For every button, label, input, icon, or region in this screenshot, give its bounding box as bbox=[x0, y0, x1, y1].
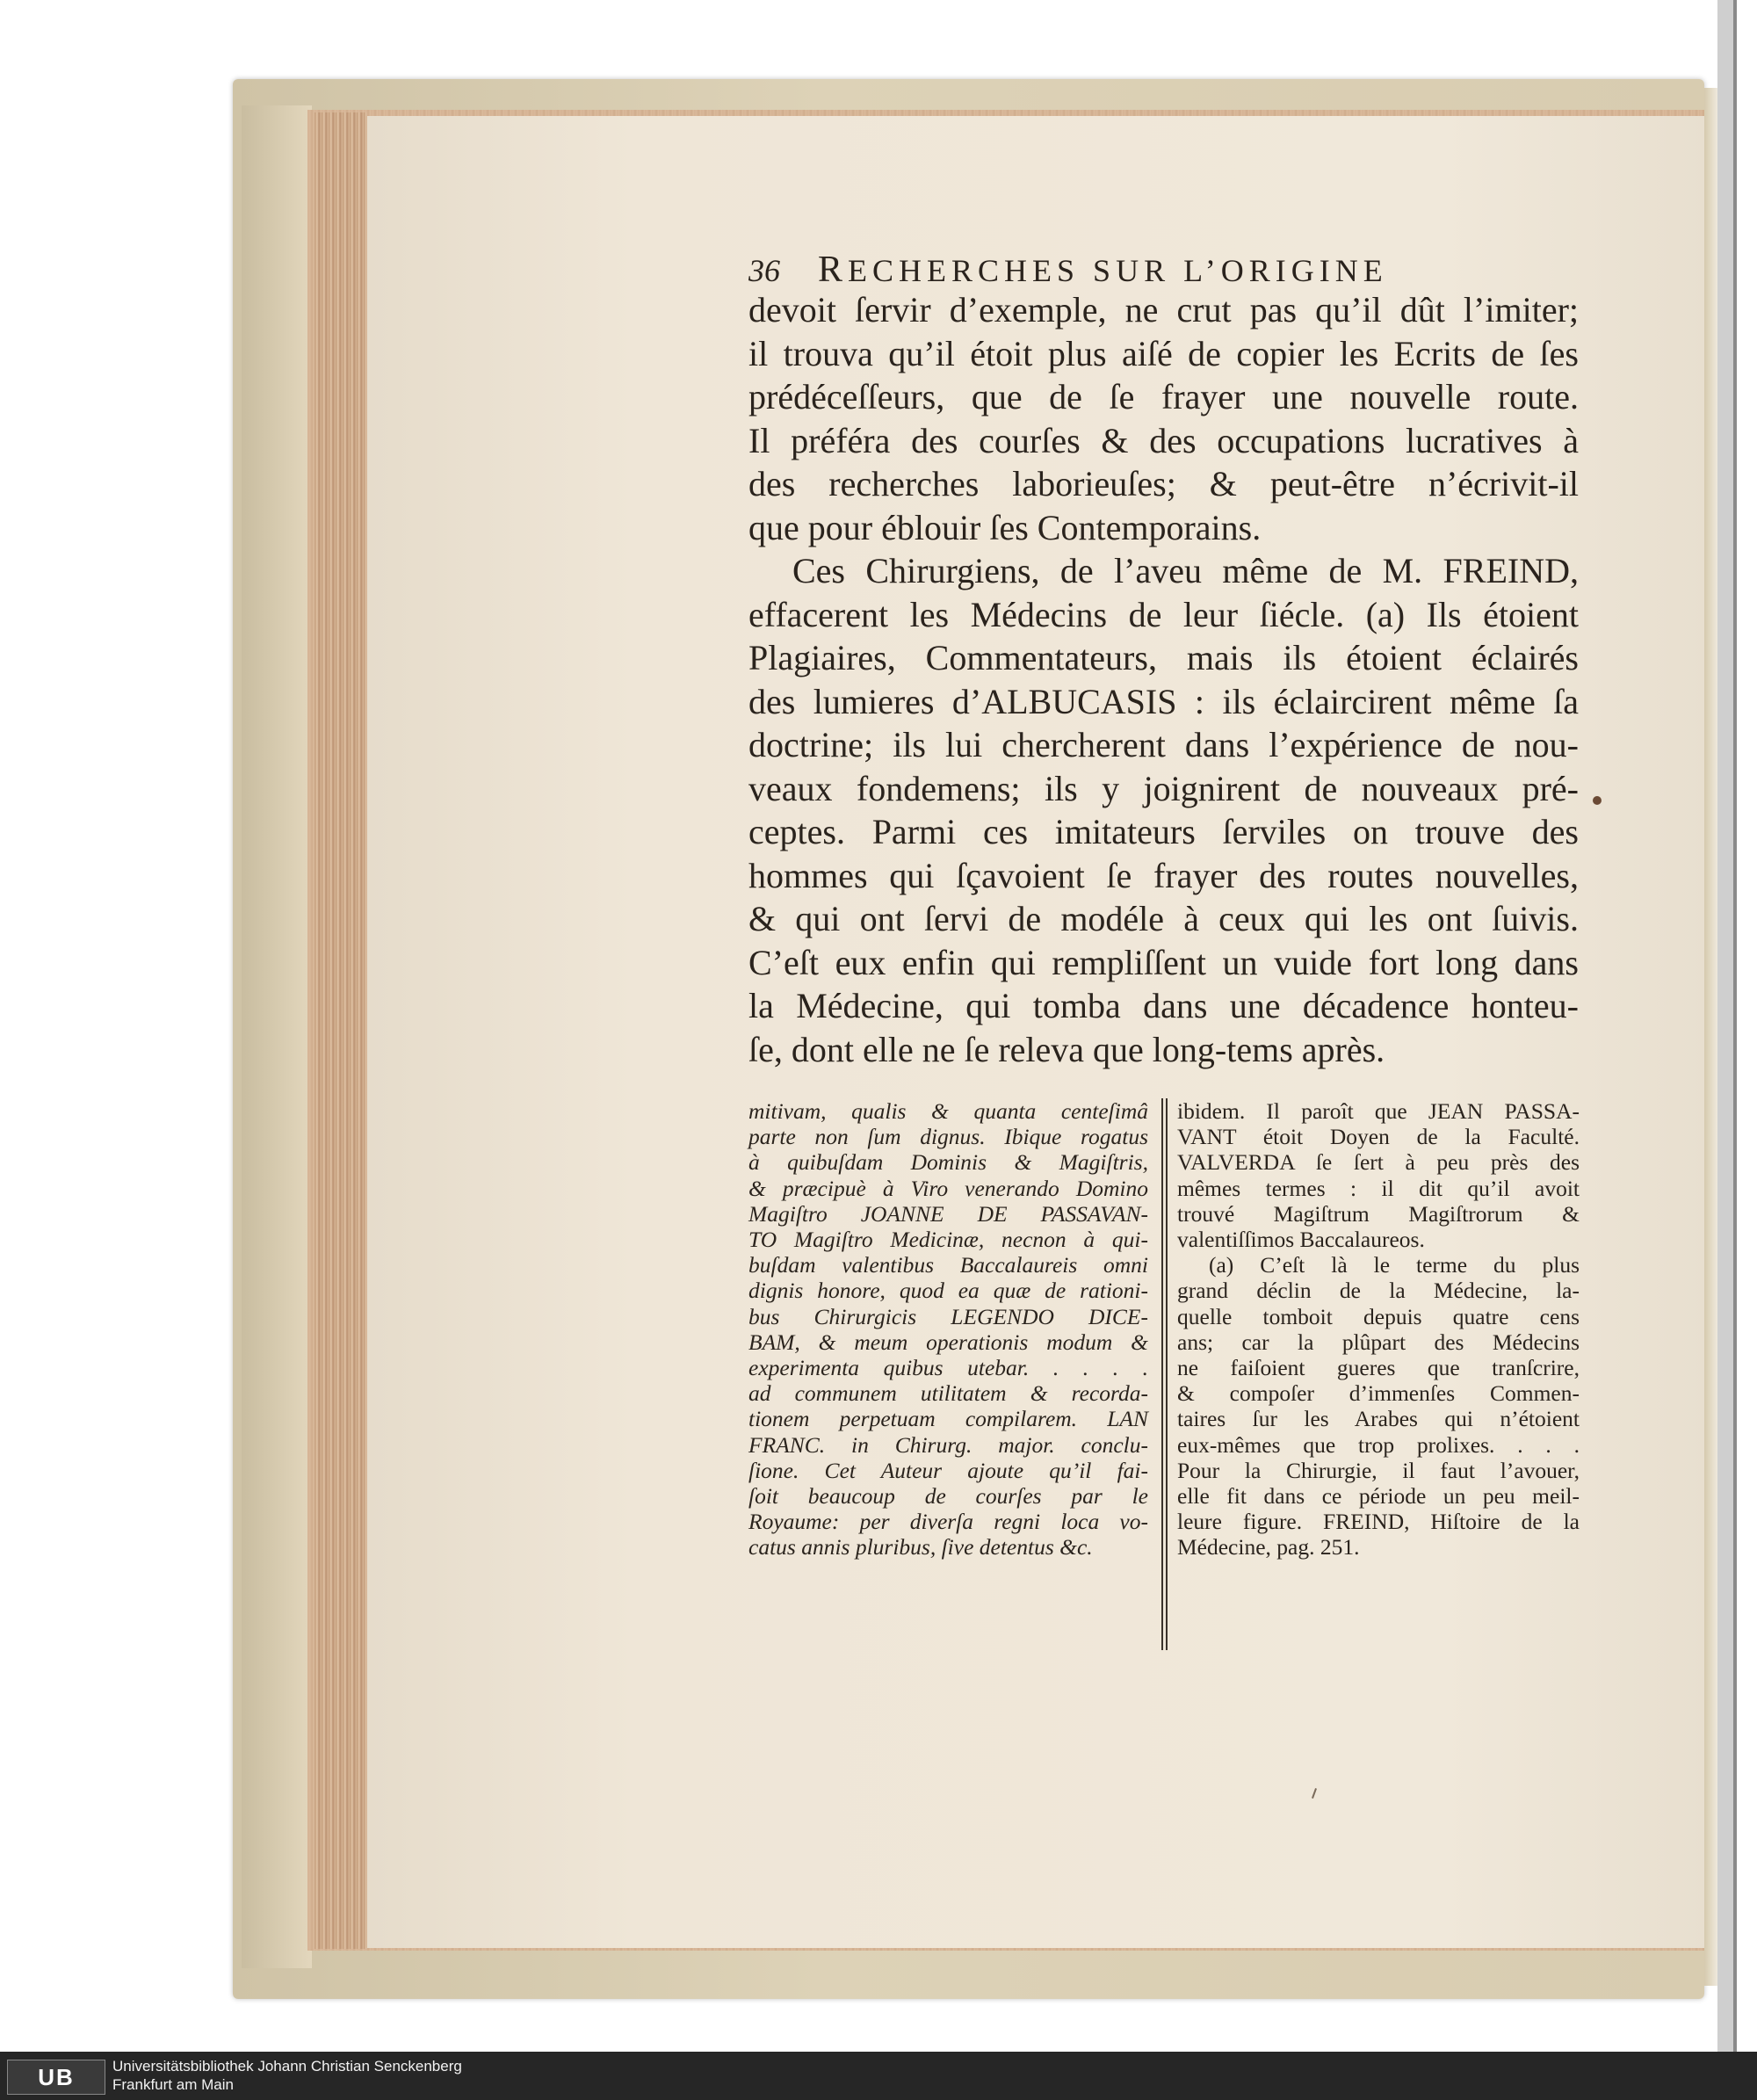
viewer-scroll-edge bbox=[1733, 0, 1737, 2052]
footnote-line: mêmes termes : il dit qu’il avoit bbox=[1177, 1175, 1580, 1201]
footnote-line: ad communem utilitatem & recorda- bbox=[748, 1380, 1148, 1407]
footnote-line: grand déclin de la Médecine, la- bbox=[1177, 1278, 1580, 1304]
text-line: prédéceſſeurs, que de ſe frayer une nouvelle route. bbox=[748, 377, 1579, 416]
library-logo[interactable]: UB bbox=[7, 2060, 105, 2095]
footnote-line: Médecine, pag. 251. bbox=[1177, 1534, 1360, 1561]
footnote-line: ibidem. Il paroît que JEAN PASSA- bbox=[1177, 1098, 1580, 1124]
footnote-line: experimenta quibus utebar. . . . . bbox=[748, 1355, 1148, 1381]
text-line: Il préféra des courſes & des occupations lucratives à bbox=[748, 420, 1579, 460]
footnote-line: (a) C’eſt là le terme du plus bbox=[1209, 1252, 1580, 1278]
column-rule bbox=[1166, 1098, 1168, 1650]
text-line: ceptes. Parmi ces imitateurs ſerviles on trouve des bbox=[748, 812, 1579, 851]
footnote-line: taires ſur les Arabes qui n’étoient bbox=[1177, 1406, 1580, 1432]
text-line: & qui ont ſervi de modéle à ceux qui les ont ſuivis. bbox=[748, 899, 1579, 938]
institution-line-1: Universitätsbibliothek Johann Christian Senckenberg bbox=[112, 2058, 462, 2075]
footnote-line: VANT étoit Doyen de la Faculté. bbox=[1177, 1124, 1580, 1150]
running-title-part: L’ bbox=[1183, 253, 1221, 288]
footnote-line: TO Magiſtro Medicinæ, necnon à qui- bbox=[748, 1227, 1148, 1253]
text-line: Ces Chirurgiens, de l’aveu même de M. FREIND, bbox=[792, 551, 1579, 590]
footnote-line: ans; car la plûpart des Médecins bbox=[1177, 1329, 1580, 1355]
footnote-line: bus Chirurgicis LEGENDO DICE- bbox=[748, 1303, 1148, 1329]
text-line: C’eſt eux enfin qui rempliſſent un vuide fort long dans bbox=[748, 942, 1579, 982]
footnote-line: Royaume: per diverſa regni loca vo- bbox=[748, 1509, 1148, 1535]
text-line: des recherches laborieuſes; & peut-être n’écrivit-il bbox=[748, 464, 1579, 503]
institution-name bbox=[112, 2057, 462, 2094]
footnote-line: ſoit beaucoup de courſes par le bbox=[748, 1483, 1148, 1510]
column-rule bbox=[1161, 1098, 1163, 1650]
text-line: effacerent les Médecins de leur ſiécle. (a) Ils étoient bbox=[748, 594, 1579, 634]
footnote-line: FRANC. in Chirurg. major. conclu- bbox=[748, 1431, 1148, 1458]
viewer-scroll-strip[interactable] bbox=[1717, 0, 1733, 2052]
footnote-line: buſdam valentibus Baccalaureis omni bbox=[748, 1252, 1148, 1278]
footnote-line: eux-mêmes que trop prolixes. . . . bbox=[1177, 1431, 1580, 1458]
running-title-part: ORIGINE bbox=[1220, 253, 1388, 288]
footnote-right-column bbox=[1177, 1098, 1580, 1561]
footnote-line: quelle tomboit depuis quatre cens bbox=[1177, 1303, 1580, 1329]
running-title-part: SUR bbox=[1093, 253, 1184, 288]
footnote-line: BAM, & meum operationis modum & bbox=[748, 1329, 1148, 1355]
footnote-line: Pour la Chirurgie, il faut l’avouer, bbox=[1177, 1457, 1580, 1483]
footnote-line: & præcipuè à Viro venerando Domino bbox=[748, 1175, 1148, 1201]
footnote-line: trouvé Magiſtrum Magiſtrorum & bbox=[1177, 1200, 1580, 1227]
text-line: hommes qui ſçavoient ſe frayer des routes nouvelles, bbox=[748, 855, 1579, 895]
text-line: la Médecine, qui tomba dans une décadence honteu- bbox=[748, 986, 1579, 1025]
text-line: que pour éblouir ſes Contemporains. bbox=[748, 507, 1262, 547]
text-line: ſe, dont elle ne ſe releva que long-tems après. bbox=[748, 1029, 1385, 1069]
text-line: veaux fondemens; ils y joignirent de nouveaux pré- bbox=[748, 768, 1579, 808]
institution-line-2: Frankfurt am Main bbox=[112, 2076, 234, 2093]
footnote-line: mitivam, qualis & quanta centeſimâ bbox=[748, 1098, 1148, 1124]
page-stack-edge bbox=[315, 112, 367, 1949]
running-title-part: ECHERCHES bbox=[848, 253, 1094, 288]
running-title-part: R bbox=[818, 250, 849, 290]
page-number: 36 bbox=[748, 253, 780, 288]
text-line: il trouva qu’il étoit plus aiſé de copier les Ecrits de ſes bbox=[748, 333, 1579, 373]
footnote-line: VALVERDA ſe ſert à peu près des bbox=[1177, 1149, 1580, 1176]
footnote-line: parte non ſum dignus. Ibique rogatus bbox=[748, 1124, 1148, 1150]
book-cover-edge bbox=[242, 105, 312, 1968]
footnote-line: ſione. Cet Auteur ajoute qu’il fai- bbox=[748, 1457, 1148, 1483]
footnote-line: dignis honore, quod ea quæ de rationi- bbox=[748, 1278, 1148, 1304]
footnote-left-column bbox=[748, 1098, 1148, 1561]
footnote-line: à quibuſdam Dominis & Magiſtris, bbox=[748, 1149, 1148, 1176]
text-line: Plagiaires, Commentateurs, mais ils étoient éclairés bbox=[748, 638, 1579, 677]
footnote-line: leure figure. FREIND, Hiſtoire de la bbox=[1177, 1509, 1580, 1535]
running-title bbox=[818, 250, 1388, 290]
footnote-line: tionem perpetuam compilarem. LAN bbox=[748, 1406, 1148, 1432]
text-line: des lumieres d’ALBUCASIS : ils éclaircirent même ſa bbox=[748, 681, 1579, 721]
footnote-line: ne faiſoient gueres que tranſcrire, bbox=[1177, 1355, 1580, 1381]
footnote-line: valentiſſimos Baccalaureos. bbox=[1177, 1227, 1425, 1253]
margin-ink-dot bbox=[1593, 796, 1602, 805]
footnote-line: elle fit dans ce période un peu meil- bbox=[1177, 1483, 1580, 1510]
main-text-block bbox=[748, 288, 1579, 1071]
footer-bar bbox=[0, 2052, 1757, 2100]
running-head bbox=[748, 249, 1388, 291]
footnote-line: Magiſtro JOANNE DE PASSAVAN- bbox=[748, 1200, 1148, 1227]
text-line: devoit ſervir d’exemple, ne crut pas qu’il dût l’imiter; bbox=[748, 290, 1579, 329]
footnote-line: catus annis pluribus, ſive detentus &c. bbox=[748, 1534, 1093, 1561]
footnote-line: & compoſer d’immenſes Commen- bbox=[1177, 1380, 1580, 1407]
text-line: doctrine; ils lui chercherent dans l’expérience de nou- bbox=[748, 725, 1579, 764]
